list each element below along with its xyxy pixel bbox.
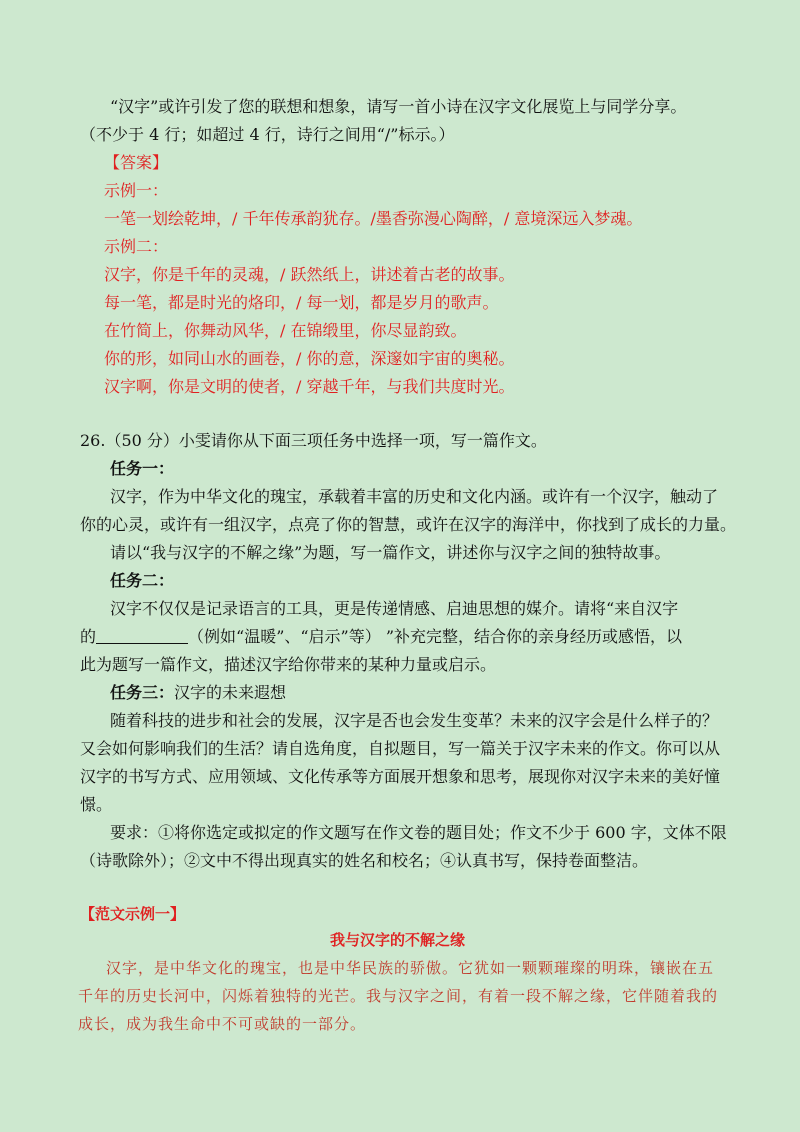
requirements-line: 要求：①将你选定或拟定的作文题写在作文卷的题目处；作文不少于 600 字，文体不限 [110, 823, 727, 842]
example2-line: 每一笔，都是时光的烙印，/ 每一划，都是岁月的歌声。 [104, 293, 499, 312]
task1-line: 汉字，作为中华文化的瑰宝，承载着丰富的历史和文化内涵。或许有一个汉字，触动了 [110, 487, 719, 506]
q25-prompt-line1: “汉字”或许引发了您的联想和想象，请写一首小诗在汉字文化展览上与同学分享。 [110, 97, 687, 116]
task3-label: 任务三： [110, 683, 175, 702]
fill-blank [96, 627, 188, 644]
sample-line: 成长，成为我生命中不可或缺的一部分。 [78, 1015, 367, 1033]
requirements-line: （诗歌除外）；②文中不得出现真实的姓名和校名；④认真书写，保持卷面整洁。 [80, 851, 649, 870]
example2-line: 汉字啊，你是文明的使者，/ 穿越千年，与我们共度时光。 [104, 377, 515, 396]
task2-line: 汉字不仅仅是记录语言的工具，更是传递情感、启迪思想的媒介。请将“来自汉字 [110, 599, 679, 618]
sample-label: 【范文示例一】 [80, 905, 186, 923]
example2-line: 在竹简上，你舞动风华，/ 在锦缎里，你尽显韵致。 [104, 321, 467, 340]
example2-line: 你的形，如同山水的画卷，/ 你的意，深邃如宇宙的奥秘。 [104, 349, 515, 368]
answer-label: 【答案】 [104, 153, 169, 172]
task1-line: 你的心灵，或许有一组汉字，点亮了你的智慧，或许在汉字的海洋中，你找到了成长的力量。 [80, 515, 737, 534]
task2-label: 任务二： [110, 571, 175, 590]
task2-line-pre: 的 [80, 627, 97, 646]
example2-line: 汉字，你是千年的灵魂，/ 跃然纸上，讲述着古老的故事。 [104, 265, 515, 284]
task3-line: 憬。 [80, 795, 113, 814]
example1-label: 示例一： [104, 181, 169, 200]
task3-line: 汉字的书写方式、应用领域、文化传承等方面展开想象和思考，展现你对汉字未来的美好憧 [80, 767, 721, 786]
task2-line-post: （例如“温暖”、“启示”等） ”补充完整，结合你的亲身经历或感悟，以 [188, 627, 683, 646]
q25-prompt-line2: （不少于 4 行；如超过 4 行，诗行之间用“/”标示。） [80, 125, 455, 144]
sample-title: 我与汉字的不解之缘 [330, 931, 466, 949]
task3-title: 汉字的未来遐想 [174, 683, 287, 702]
sample-line: 千年的历史长河中，闪烁着独特的光芒。我与汉字之间，有着一段不解之缘，它伴随着我的 [78, 987, 719, 1005]
task3-heading [110, 683, 286, 703]
example2-label: 示例二： [104, 237, 169, 256]
sample-line: 汉字，是中华文化的瑰宝，也是中华民族的骄傲。它犹如一颗颗璀璨的明珠，镶嵌在五 [106, 959, 715, 977]
q26-heading: 26.（50 分）小雯请你从下面三项任务中选择一项，写一篇作文。 [80, 431, 547, 450]
example1-line: 一笔一划绘乾坤，/ 千年传承韵犹存。/墨香弥漫心陶醉，/ 意境深远入梦魂。 [104, 209, 643, 228]
task1-label: 任务一： [110, 459, 175, 478]
task2-line: 此为题写一篇作文，描述汉字给你带来的某种力量或启示。 [80, 655, 497, 674]
task2-line-with-blank [80, 627, 682, 647]
task1-line: 请以“我与汉字的不解之缘”为题，写一篇作文，讲述你与汉字之间的独特故事。 [110, 543, 671, 562]
task3-line: 又会如何影响我们的生活？请自选角度，自拟题目，写一篇关于汉字未来的作文。你可以从 [80, 739, 721, 758]
task3-line: 随着科技的进步和社会的发展，汉字是否也会发生变革？未来的汉字会是什么样子的？ [110, 711, 719, 730]
